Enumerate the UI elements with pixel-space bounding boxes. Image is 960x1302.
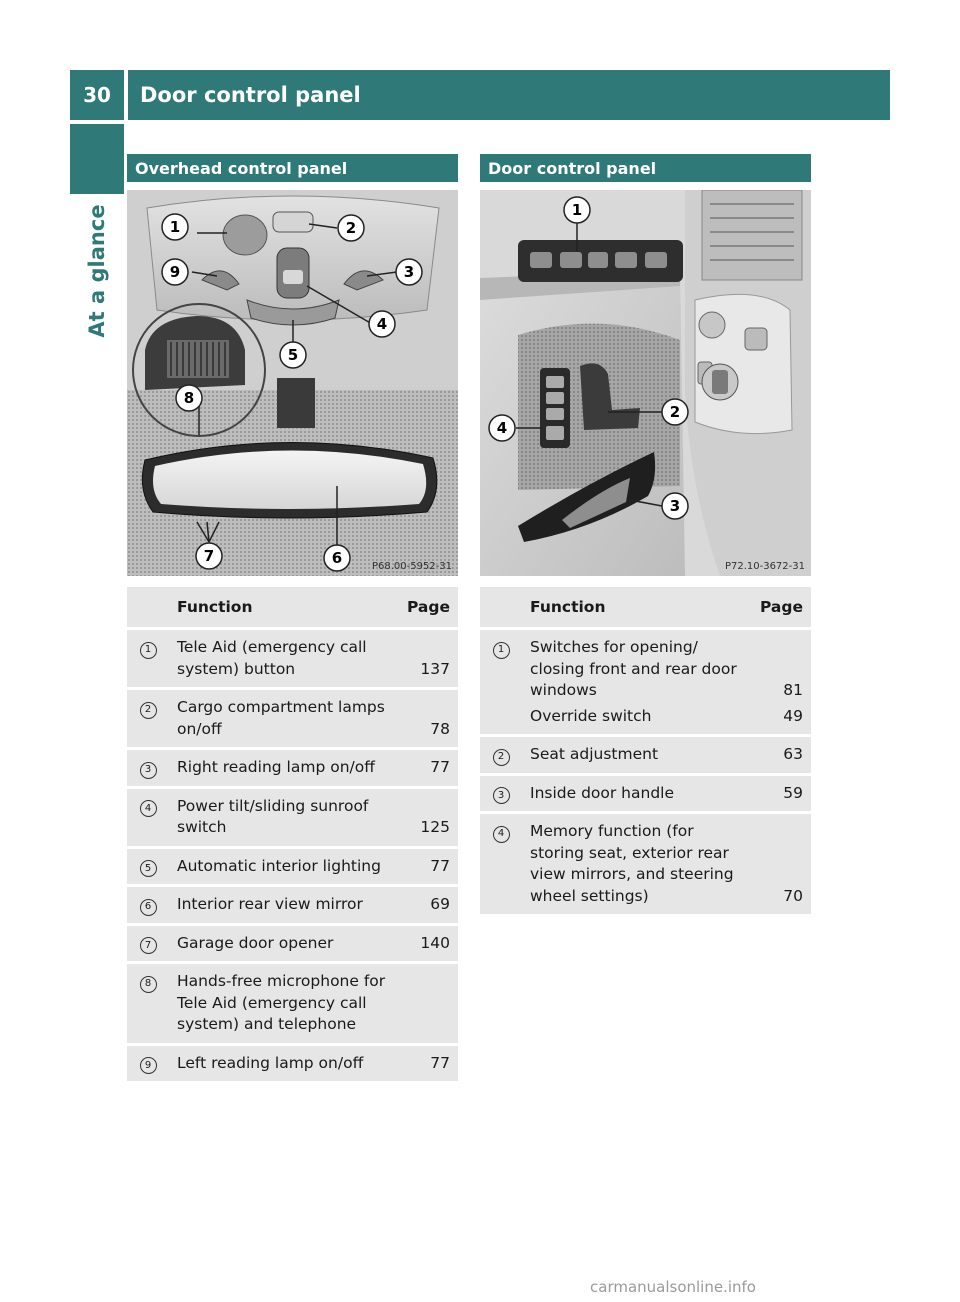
svg-text:2: 2 <box>669 403 681 421</box>
item-number: 2 <box>140 702 157 719</box>
section-tab <box>70 124 124 194</box>
section-title: Door control panel <box>480 154 811 182</box>
item-number: 2 <box>493 749 510 766</box>
chapter-label: At a glance <box>85 204 109 338</box>
figure-code: P72.10-3672-31 <box>724 561 805 572</box>
svg-text:8: 8 <box>183 389 195 407</box>
svg-text:4: 4 <box>496 419 508 437</box>
table-row <box>127 750 458 786</box>
page-ref: 69 <box>397 887 458 923</box>
page-ref-sub: 49 <box>783 706 803 725</box>
svg-text:2: 2 <box>345 219 357 237</box>
function-text: Right reading lamp on/off <box>169 750 397 786</box>
table-row <box>480 630 811 734</box>
header-page: Page <box>750 587 811 627</box>
function-text: Hands-free microphone for Tele Aid (emergency call system) and telephone <box>169 964 397 1043</box>
item-number: 6 <box>140 899 157 916</box>
item-number: 9 <box>140 1057 157 1074</box>
item-number: 8 <box>140 976 157 993</box>
table-row <box>127 630 458 687</box>
svg-text:1: 1 <box>571 201 583 219</box>
table-row <box>127 690 458 747</box>
function-text: Memory function (for storing seat, exterior rear view mirrors, and steering wheel settings) <box>522 814 750 914</box>
page-ref: 140 <box>397 926 458 962</box>
item-number: 1 <box>140 642 157 659</box>
overhead-control-panel-section <box>127 154 458 1084</box>
page-ref: 77 <box>397 750 458 786</box>
page-title: Door control panel <box>128 70 890 120</box>
door-panel-illustration <box>480 190 811 576</box>
svg-text:3: 3 <box>403 263 415 281</box>
item-number: 5 <box>140 860 157 877</box>
svg-text:5: 5 <box>287 346 299 364</box>
function-table <box>127 584 458 1084</box>
function-text: Seat adjustment <box>522 737 750 773</box>
header-page: Page <box>397 587 458 627</box>
table-header <box>127 587 458 627</box>
table-row <box>480 814 811 914</box>
door-control-panel-section <box>480 154 811 917</box>
function-text: Switches for opening/ closing front and rear door windows <box>530 638 737 699</box>
table-row <box>127 964 458 1043</box>
page-ref: 63 <box>750 737 811 773</box>
page-ref: 137 <box>397 630 458 687</box>
page-ref <box>397 964 458 1043</box>
page-ref: 77 <box>397 849 458 885</box>
overhead-panel-illustration <box>127 190 458 576</box>
svg-text:3: 3 <box>669 497 681 515</box>
item-number: 4 <box>140 800 157 817</box>
function-subtext: Override switch <box>530 706 652 725</box>
page-ref: 78 <box>397 690 458 747</box>
table-row <box>480 737 811 773</box>
page-ref: 59 <box>750 776 811 812</box>
function-text: Power tilt/sliding sunroof switch <box>169 789 397 846</box>
header-function: Function <box>522 587 750 627</box>
table-row <box>127 849 458 885</box>
svg-text:6: 6 <box>331 549 343 567</box>
item-number: 1 <box>493 642 510 659</box>
svg-text:1: 1 <box>169 218 181 236</box>
page-ref: 70 <box>750 814 811 914</box>
header-function: Function <box>169 587 397 627</box>
item-number: 7 <box>140 937 157 954</box>
svg-text:9: 9 <box>169 263 181 281</box>
function-text: Tele Aid (emergency call system) button <box>169 630 397 687</box>
page-ref: 125 <box>397 789 458 846</box>
page-ref: 77 <box>397 1046 458 1082</box>
table-row <box>480 776 811 812</box>
function-text: Left reading lamp on/off <box>169 1046 397 1082</box>
function-text: Inside door handle <box>522 776 750 812</box>
item-number: 3 <box>140 762 157 779</box>
svg-text:7: 7 <box>203 547 215 565</box>
function-text: Automatic interior lighting <box>169 849 397 885</box>
page-ref: 81 <box>783 681 803 699</box>
table-header <box>480 587 811 627</box>
function-text: Cargo compartment lamps on/off <box>169 690 397 747</box>
section-title: Overhead control panel <box>127 154 458 182</box>
watermark-link[interactable]: carmanualsonline.info <box>590 1278 756 1296</box>
function-text: Interior rear view mirror <box>169 887 397 923</box>
table-row <box>127 926 458 962</box>
svg-text:4: 4 <box>376 315 388 333</box>
table-row <box>127 887 458 923</box>
page-number: 30 <box>70 70 124 120</box>
function-text: Garage door opener <box>169 926 397 962</box>
table-row <box>127 789 458 846</box>
item-number: 4 <box>493 826 510 843</box>
figure-code: P68.00-5952-31 <box>371 561 452 572</box>
table-row <box>127 1046 458 1082</box>
function-table <box>480 584 811 917</box>
item-number: 3 <box>493 787 510 804</box>
